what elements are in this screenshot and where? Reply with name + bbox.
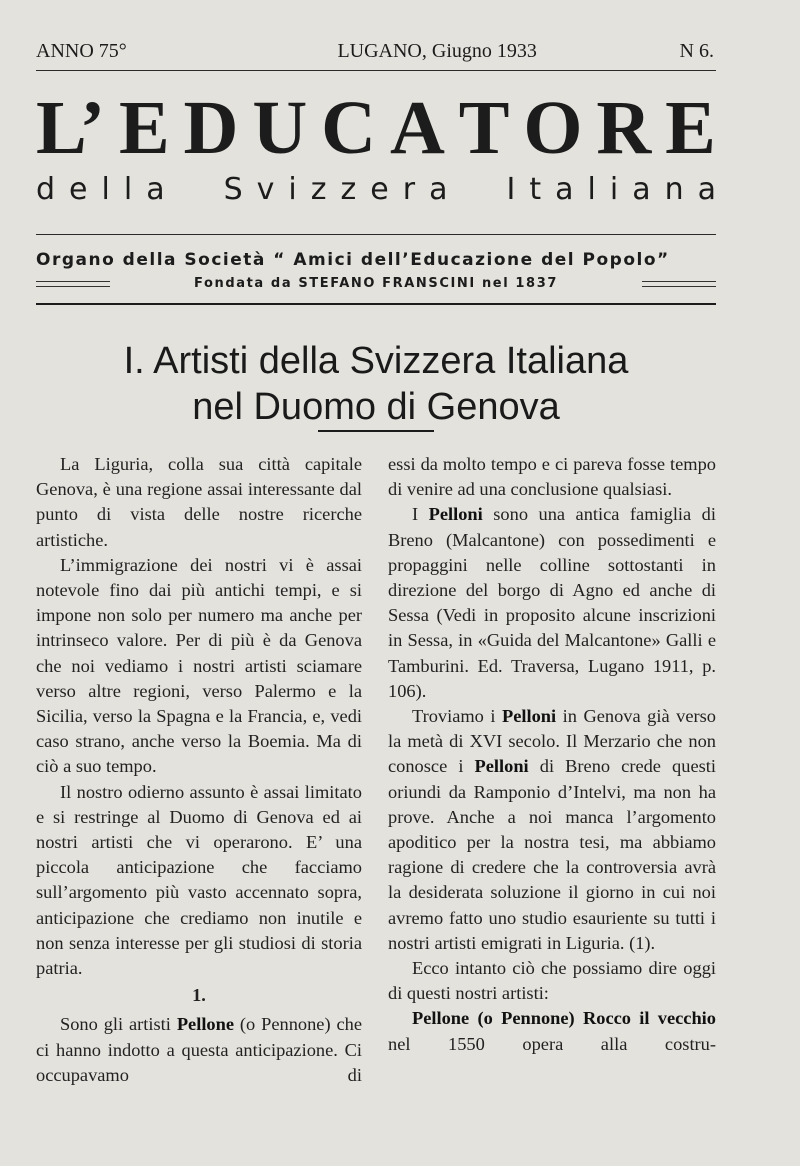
- subtitle-letter: S: [223, 172, 243, 207]
- volume-year: ANNO 75°: [36, 40, 127, 62]
- text-run: I: [412, 504, 429, 525]
- paragraph: La Liguria, colla sua città capitale Genova, è una regione assai interessante dal punto di vista delle nostre ricerche artistiche.: [36, 454, 362, 550]
- paragraph: [388, 704, 716, 956]
- header-rule: [36, 70, 716, 71]
- masthead-rule: [36, 234, 716, 235]
- text-run: in Genova già verso la metà di XVI secolo. Il Merzario che non conosce i: [388, 706, 716, 777]
- masthead-letter: A: [389, 86, 445, 170]
- article-title-line: I. Artisti della Svizzera Italiana: [123, 340, 629, 382]
- subtitle-letter: a: [146, 172, 165, 207]
- masthead-letter: O: [523, 86, 583, 170]
- left-column: [36, 452, 362, 1088]
- masthead-letter: E: [665, 86, 716, 170]
- subtitle-letter: a: [697, 172, 716, 207]
- masthead-subtitle: [36, 172, 716, 208]
- organ-line: Organo della Società “ Amici dell’Educazione del Popolo”: [36, 250, 670, 270]
- double-rule-left: [36, 281, 110, 287]
- masthead-letter: T: [458, 86, 510, 170]
- subtitle-letter: l: [587, 172, 596, 207]
- section-number: 1.: [192, 985, 206, 1006]
- right-column: [388, 452, 716, 1057]
- text-run: nel 1550 opera alla costru-: [388, 1033, 716, 1054]
- text-run: sono una antica famiglia di Breno (Malcantone) con possedimenti e propaggini nelle colline sottostanti in direzione del borgo di Agno ed anche di Sessa (Vedi in proposito alcune inscrizioni in Sessa, in «Guida del Malcantone» Galli e Tamburini. Ed. Traversa, Lugano 1911, p. 106).: [388, 504, 716, 701]
- masthead-letter: D: [183, 86, 239, 170]
- paragraph: L’immigrazione dei nostri vi è assai notevole fino dai più antichi tempi, e si impone non solo per numero ma anche per intrinseco valore. Per di più è da Genova che noi vediamo i nostri artisti sciamare verso altre regioni, verso Palermo e la Sicilia, verso la Spagna e la Francia, e, vedi caso strano, anche verso la Boemia. Ma di ciò a suo tempo.: [36, 554, 362, 777]
- text-run: di Breno crede questi oriundi da Ramponio d’Intelvi, ma non ha prove. Anche a noi manca l’argomento apoditico per la nostra tesi, ma abbiamo ragione di credere che la controversia avrà la desiderata soluzione il giorno in cui noi avremo fatto uno studio esauriente su tutti i nostri artisti emigrati in Liguria. (1).: [388, 756, 716, 953]
- text-run: (o Pennone) che ci hanno indotto a questa anticipazione. Ci occupavamo di: [36, 1014, 363, 1085]
- paragraph: [36, 1012, 362, 1088]
- founded-line: Fondata da STEFANO FRANSCINI nel 1837: [193, 276, 558, 291]
- subtitle-letter: v: [256, 172, 275, 207]
- paragraph: [388, 502, 716, 704]
- subtitle-letter: l: [123, 172, 133, 207]
- subtitle-letter: n: [664, 172, 684, 207]
- double-rule-right: [642, 281, 716, 287]
- subtitle-word: [224, 172, 448, 208]
- subtitle-word: [506, 172, 716, 208]
- artist-name: Pelloni: [474, 756, 529, 777]
- section-rule: [36, 303, 716, 305]
- subtitle-letter: l: [101, 172, 110, 207]
- masthead-letter: U: [252, 86, 308, 170]
- subtitle-letter: t: [529, 172, 542, 207]
- artist-name: Pellone (o Pennone) Rocco il vecchio: [412, 1008, 716, 1029]
- text-run: Troviamo i: [412, 706, 502, 727]
- subtitle-letter: i: [288, 172, 297, 207]
- subtitle-letter: I: [506, 172, 516, 207]
- issue-number: N 6.: [679, 40, 714, 62]
- subtitle-word: [36, 172, 165, 208]
- issue-line: [36, 40, 714, 63]
- article-title: [36, 338, 716, 430]
- subtitle-letter: e: [370, 172, 389, 207]
- subtitle-letter: z: [340, 172, 357, 207]
- article-title-line: nel Duomo di Genova: [192, 386, 560, 428]
- title-underline: [318, 430, 434, 432]
- subtitle-letter: a: [429, 172, 448, 207]
- subtitle-letter: i: [609, 172, 619, 207]
- masthead-letter: C: [321, 86, 377, 170]
- masthead-letter: E: [118, 86, 170, 170]
- paragraph: essi da molto tempo e ci pareva fosse tempo di venire ad una conclusione qualsiasi.: [388, 454, 716, 500]
- masthead-title: [36, 88, 716, 168]
- subtitle-letter: d: [36, 172, 56, 207]
- subtitle-letter: e: [69, 172, 88, 207]
- subtitle-letter: z: [310, 172, 327, 207]
- text-run: Sono gli artisti: [60, 1014, 177, 1035]
- subtitle-letter: a: [632, 172, 651, 207]
- masthead-letter: R: [596, 86, 652, 170]
- subtitle-letter: r: [402, 172, 416, 207]
- paragraph: Ecco intanto ciò che possiamo dire oggi di questi nostri artisti:: [388, 958, 716, 1004]
- subtitle-letter: a: [555, 172, 574, 207]
- place-date: LUGANO, Giugno 1933: [337, 40, 537, 62]
- artist-name: Pellone: [176, 1014, 235, 1035]
- masthead-letter: L’: [36, 86, 106, 170]
- paragraph: [388, 1006, 716, 1056]
- founded-row: [36, 276, 716, 291]
- artist-name: Pelloni: [428, 504, 483, 525]
- paragraph: Il nostro odierno assunto è assai limitato e si restringe al Duomo di Genova ed ai nostri artisti che vi operarono. E’ una piccola anticipazione che facciamo sull’argomento più vasto accennato sopra, anticipazione che crediamo non inutile e non senza interesse per gli studiosi di storia patria.: [36, 781, 362, 979]
- artist-name: Pelloni: [502, 706, 557, 727]
